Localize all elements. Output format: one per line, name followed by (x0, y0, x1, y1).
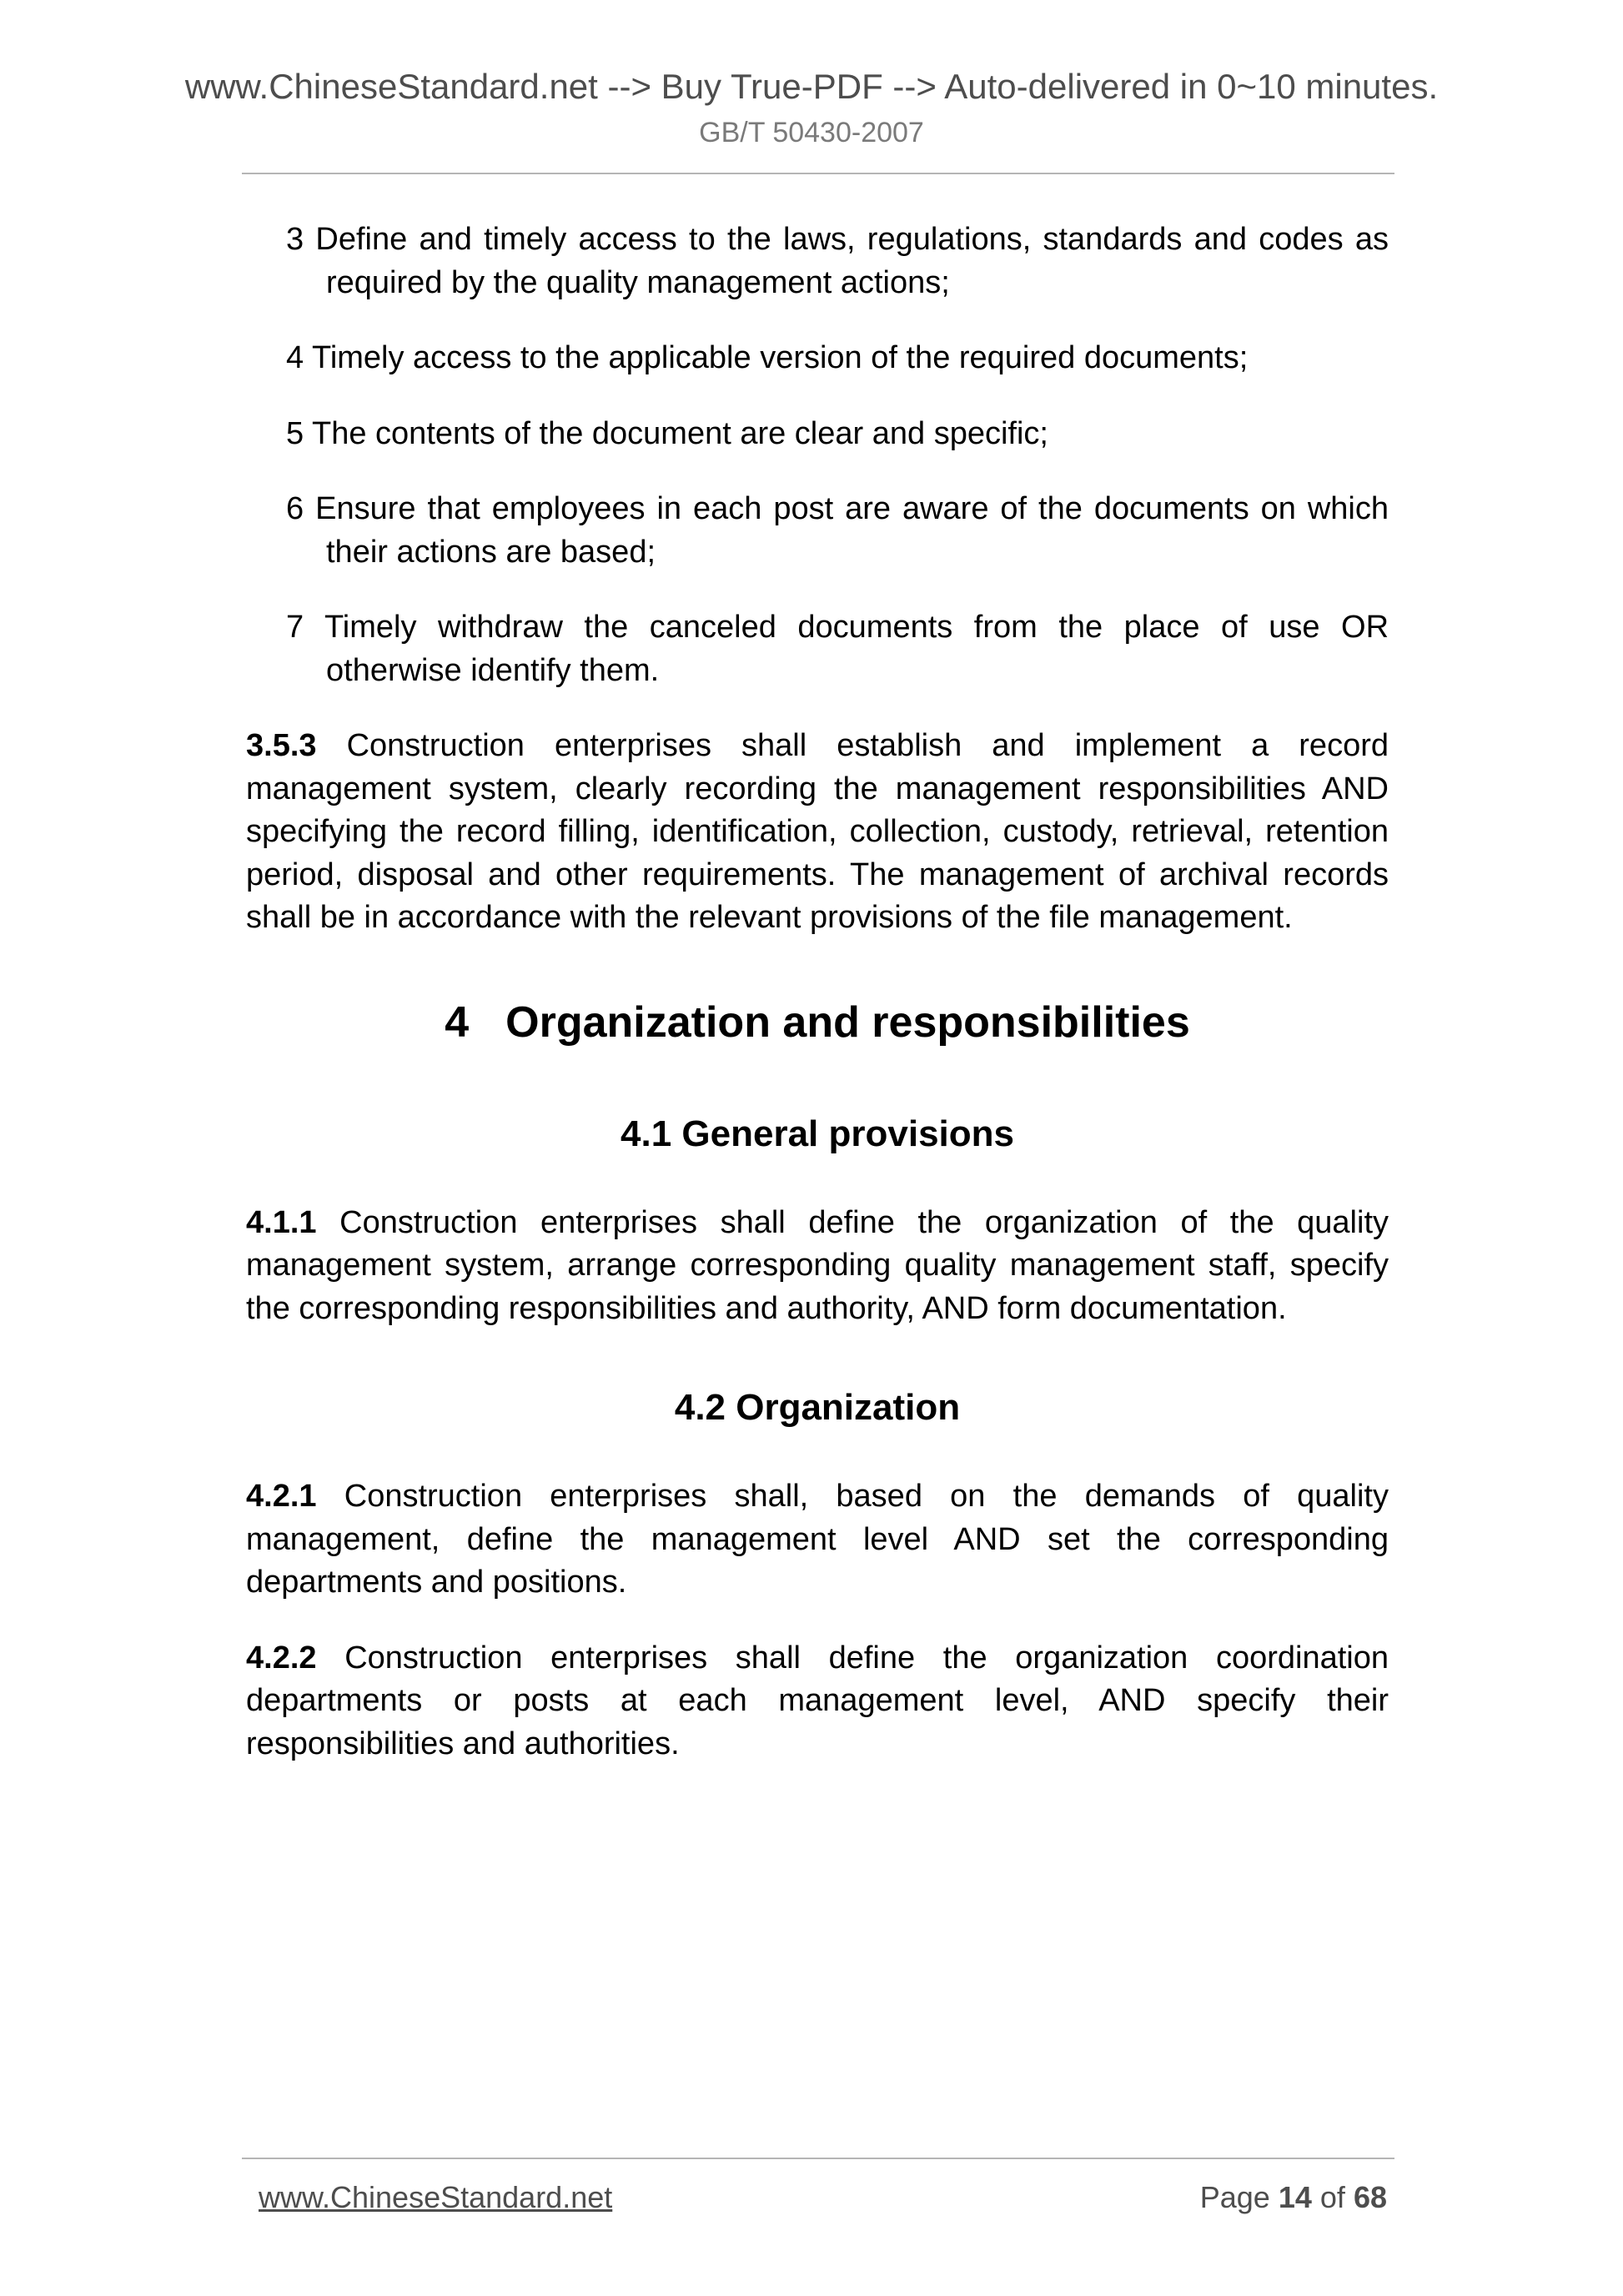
list-item-number: 4 (286, 340, 304, 375)
list-item-number: 7 (286, 610, 304, 645)
clause-number: 4.2.1 (246, 1479, 317, 1514)
list-item-number: 6 (286, 491, 304, 526)
chapter-title: Organization and responsibilities (505, 997, 1190, 1047)
page-of: of (1319, 2180, 1345, 2214)
section-heading-4-2: 4.2 Organization (674, 1387, 961, 1428)
page-number (1200, 2178, 1387, 2217)
clause-number: 4.1.1 (246, 1204, 317, 1240)
list-item (286, 219, 1389, 304)
list-item (286, 488, 1389, 574)
clause-text: Construction enterprises shall define the organization coordination departments or posts at each management level, AND specify their responsibilities and authorities. (246, 1640, 1389, 1761)
list-item-number: 3 (286, 222, 304, 257)
list-item-text: Ensure that employees in each post are aware of the documents on which their actions are based; (315, 491, 1389, 570)
chapter-number: 4 (445, 997, 470, 1047)
clause-text: Construction enterprises shall establish and implement a record management system, clearly recording the management responsibilities AND specifying the record filling, identification, collection, custody, retrieval, retention period, disposal and other requirements. The management of archival records shall be in accordance with the relevant provisions of the file management. (246, 728, 1389, 935)
list-item-text: Timely access to the applicable version of the required documents; (312, 340, 1249, 375)
header-divider (242, 173, 1394, 174)
header-banner: www.ChineseStandard.net --> Buy True-PDF --> Auto-delivered in 0~10 minutes. (184, 67, 1439, 106)
page-prefix: Page (1199, 2180, 1270, 2214)
list-item (286, 337, 1389, 380)
document-body (246, 219, 1389, 1798)
clause-3-5-3 (246, 725, 1389, 940)
clause-text: Construction enterprises shall, based on the demands of quality management, define the management level AND set the corresponding departments and positions. (246, 1479, 1389, 1600)
clause-number: 4.2.2 (246, 1640, 317, 1676)
list-item-text: The contents of the document are clear and specific; (312, 415, 1048, 451)
chapter-heading (246, 996, 1389, 1049)
list-item (286, 606, 1389, 692)
clause-4-2-1 (246, 1475, 1389, 1605)
list-item (286, 413, 1389, 456)
clause-4-1-1 (246, 1202, 1389, 1331)
list-item-text: Define and timely access to the laws, regulations, standards and codes as required by the quality management actions; (315, 222, 1389, 300)
footer-site-link[interactable]: www.ChineseStandard.net (259, 2180, 613, 2214)
list-item-text: Timely withdraw the canceled documents from the place of use OR otherwise identify them. (324, 610, 1389, 688)
page-current: 14 (1278, 2180, 1312, 2214)
page-total: 68 (1353, 2180, 1387, 2214)
footer-divider (242, 2158, 1394, 2159)
section-heading-4-1: 4.1 General provisions (621, 1113, 1014, 1154)
list-item-number: 5 (286, 415, 304, 451)
standard-number: GB/T 50430-2007 (699, 117, 924, 148)
clause-4-2-2 (246, 1637, 1389, 1766)
clause-text: Construction enterprises shall define the organization of the quality management system, arrange corresponding quality management staff, specify the corresponding responsibilities and authority, AND form documentation. (246, 1204, 1389, 1326)
clause-number: 3.5.3 (246, 728, 317, 763)
